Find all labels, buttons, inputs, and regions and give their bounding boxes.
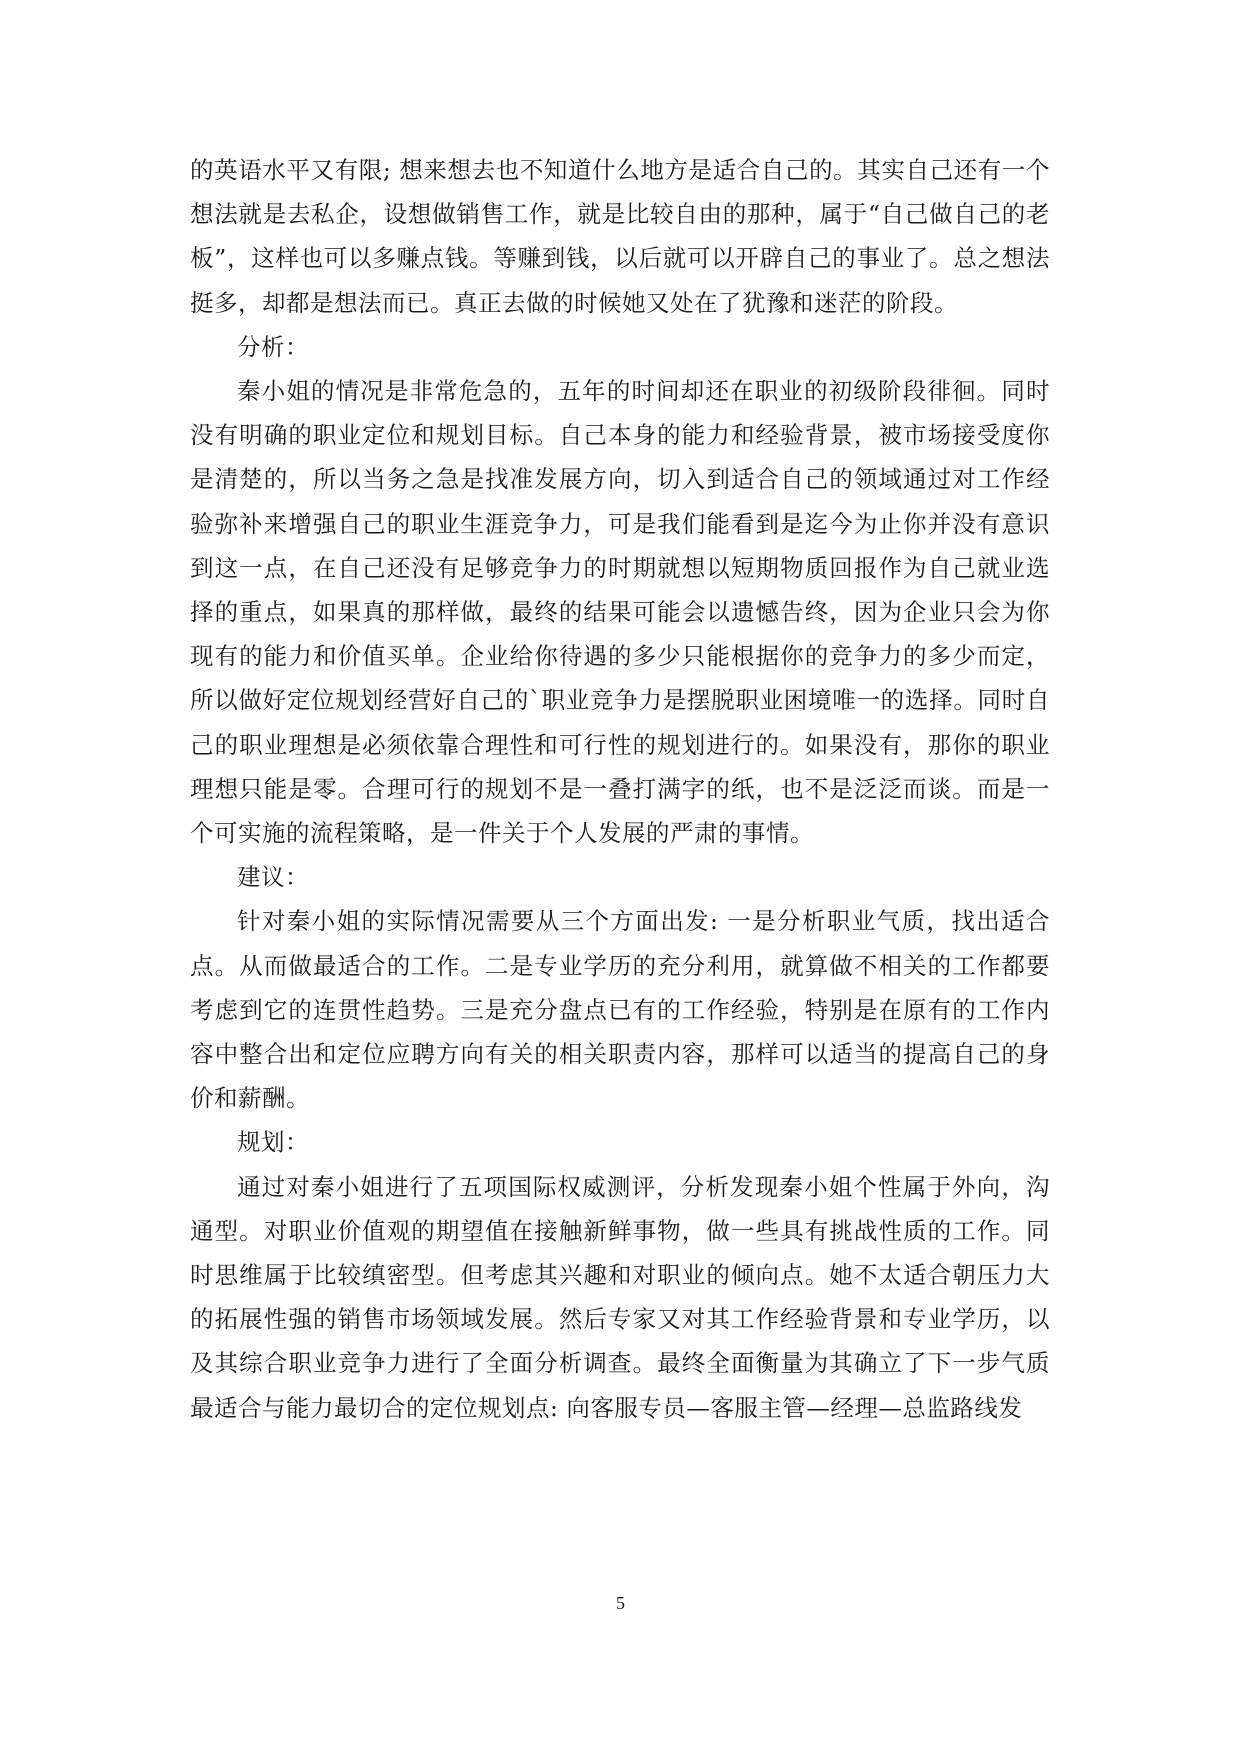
page-number: 5 xyxy=(616,1593,625,1613)
paragraph-analysis: 秦小姐的情况是非常危急的，五年的时间却还在职业的初级阶段徘徊。同时没有明确的职业定位和规划目标。自己本身的能力和经验背景，被市场接受度你是清楚的，所以当务之急是找准发展方向，切入到适合自己的领域通过对工作经验弥补来增强自己的职业生涯竞争力，可是我们能看到是迄今为止你并没有意识到这一点，在自己还没有足够竞争力的时期就想以短期物质回报作为自己就业选择的重点，如果真的那样做，最终的结果可能会以遗憾告终，因为企业只会为你现有的能力和价值买单。企业给你待遇的多少只能根据你的竞争力的多少而定，所以做好定位规划经营好自己的`职业竞争力是摆脱职业困境唯一的选择。同时自己的职业理想是必须依靠合理性和可行性的规划进行的。如果没有，那你的职业理想只能是零。合理可行的规划不是一叠打满字的纸，也不是泛泛而谈。而是一个可实施的流程策略，是一件关于个人发展的严肃的事情。 xyxy=(190,377,1050,848)
heading-analysis: 分析： xyxy=(237,332,309,361)
paragraph-plan: 通过对秦小姐进行了五项国际权威测评，分析发现秦小姐个性属于外向，沟通型。对职业价值观的期望值在接触新鲜事物，做一些具有挑战性质的工作。同时思维属于比较缜密型。但考虑其兴趣和对职业的倾向点。她不太适合朝压力大的拓展性强的销售市场领域发展。然后专家又对其工作经验背景和专业学历，以及其综合职业竞争力进行了全面分析调查。最终全面衡量为其确立了下一步气质最适合与能力最切合的定位规划点: 向客服专员—客服主管—经理—总监路线发 xyxy=(190,1172,1050,1422)
paragraph-continuation: 的英语水平又有限; 想来想去也不知道什么地方是适合自己的。其实自己还有一个想法就是去私企，设想做销售工作，就是比较自由的那种，属于“自己做自己的老板”，这样也可以多赚点钱。等赚到钱，以后就可以开辟自己的事业了。总之想法挺多，却都是想法而已。真正去做的时候她又处在了犹豫和迷茫的阶段。 xyxy=(190,156,1050,317)
heading-plan: 规划： xyxy=(237,1128,309,1157)
heading-advice: 建议： xyxy=(237,863,309,892)
paragraph-advice: 针对秦小姐的实际情况需要从三个方面出发: 一是分析职业气质，找出适合点。从而做最适合的工作。二是专业学历的充分利用，就算做不相关的工作都要考虑到它的连贯性趋势。三是充分盘点已有的工作经验，特别是在原有的工作内容中整合出和定位应聘方向有关的相关职责内容，那样可以适当的提高自己的身价和薪酬。 xyxy=(190,907,1050,1113)
body-text xyxy=(190,148,1050,1430)
